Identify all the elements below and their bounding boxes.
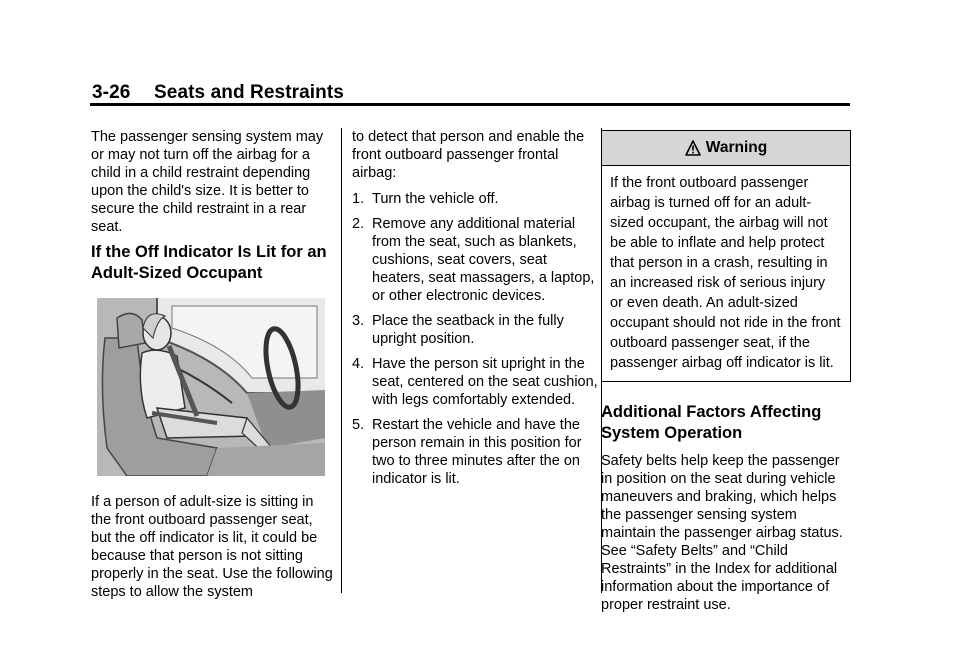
page-header [92,82,344,104]
additional-factors-paragraph: Safety belts help keep the passenger in position on the seat during vehicle maneuvers and braking, which helps the passenger sensing system maintain the passenger airbag status. See “Safety Belts” and “Child Restraints” in the Index for additional information about the importance of proper restraint use. [601,453,843,613]
step-text: Have the person sit upright in the seat, centered on the seat cushion, with legs comfortably extended. [372,356,598,408]
step-number: 2. [352,216,365,232]
list-item [352,190,600,208]
list-item [352,355,600,409]
intro-paragraph: The passenger sensing system may or may not turn off the airbag for a child in a child restraint depending upon the child's size. It is better to secure the child restraint in a rear seat. [91,129,324,235]
adult-size-paragraph: If a person of adult-size is sitting in the front outboard passenger seat, but the off indicator is lit, it could be because that person is not sitting properly in the seat. Use the following steps to allow the system [91,494,333,600]
list-item [352,312,600,348]
list-item [352,416,600,488]
section-heading-additional-factors: Additional Factors Affecting System Operation [601,403,822,442]
warning-text: If the front outboard passenger airbag is turned off for an adult-sized occupant, the airbag will not be able to inflate and help protect that person in a crash, resulting in an increased risk of serious injury or even death. An adult-sized occupant should not ride in the front outboard passenger seat, if the passenger airbag off indicator is lit. [610,175,841,371]
section-title: Seats and Restraints [154,82,344,103]
column-2 [352,128,600,495]
steps-list [352,190,600,488]
page-number: 3-26 [92,82,131,103]
step-text: Turn the vehicle off. [372,191,499,207]
step-text: Remove any additional material from the seat, such as blankets, cushions, seat covers, seat heaters, seat massagers, a laptop, or other electronic devices. [372,216,595,304]
step-number: 3. [352,313,365,329]
column-1 [91,128,336,601]
header-rule [90,103,850,106]
passenger-seat-illustration [97,298,325,476]
step-text: Place the seatback in the fully upright position. [372,313,564,347]
column-3 [601,130,851,614]
list-item [352,215,600,305]
column-divider-1 [341,128,342,593]
warning-box [601,130,851,382]
warning-title: Warning [705,139,768,156]
section-heading-off-indicator: If the Off Indicator Is Lit for an Adult-Sized Occupant [91,243,327,282]
step-text: Restart the vehicle and have the person remain in this position for two to three minutes after the on indicator is lit. [372,417,582,487]
step-number: 5. [352,417,365,433]
step-number: 1. [352,191,365,207]
step-number: 4. [352,356,365,372]
warning-triangle-icon [685,140,701,156]
warning-header [602,131,850,166]
intro-continuation: to detect that person and enable the front outboard passenger frontal airbag: [352,129,585,181]
